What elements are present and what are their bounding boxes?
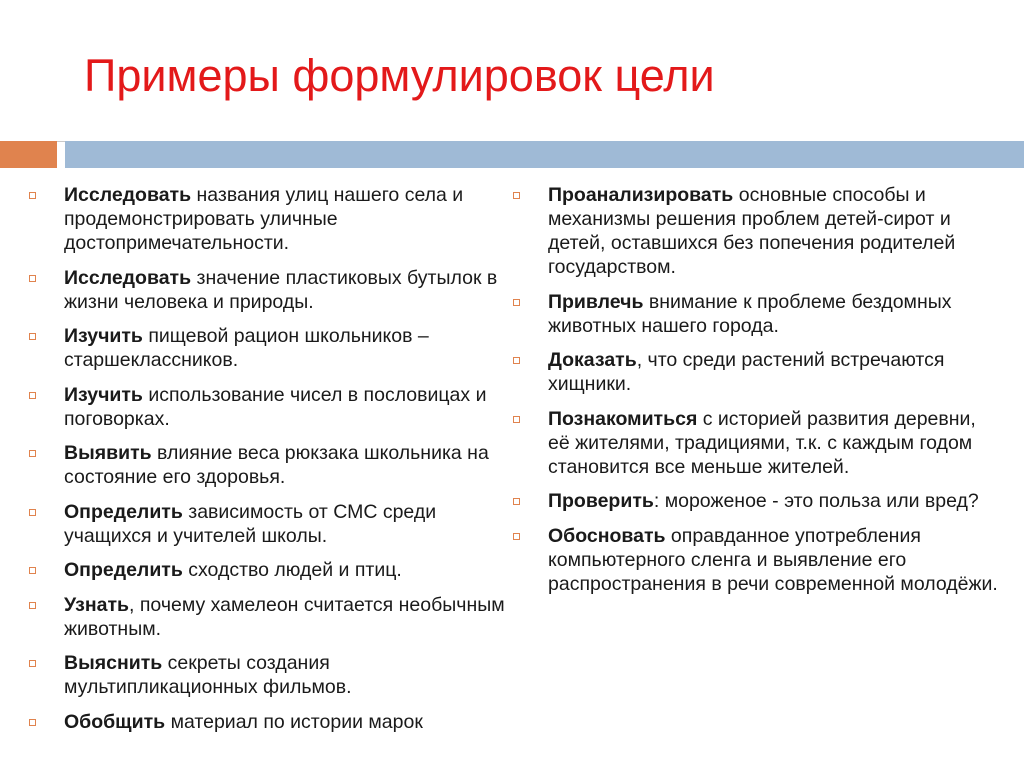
- square-bullet-icon: [29, 567, 36, 574]
- square-bullet-icon: [29, 275, 36, 282]
- goal-verb: Выявить: [64, 442, 152, 464]
- list-item: [28, 266, 513, 314]
- goal-text: влияние веса рюкзака школьника на состояние его здоровья.: [64, 442, 489, 488]
- square-bullet-icon: [29, 719, 36, 726]
- goal-verb: Обобщить: [64, 710, 166, 733]
- goal-text: : мороженое - это польза или вред?: [653, 490, 979, 512]
- goal-verb: Изучить: [64, 325, 143, 347]
- page-title: Примеры формулировок цели: [84, 50, 715, 101]
- goal-text: оправданное употребления компьютерного сленга и выявление его распространения в речи современной молодёжи.: [548, 524, 998, 595]
- goal-text: , что среди растений встречаются хищники.: [548, 349, 945, 395]
- accent-bar-blue: [65, 141, 1024, 168]
- goal-text: сходство людей и птиц.: [182, 559, 402, 581]
- square-bullet-icon: [513, 299, 520, 306]
- goal-text: пищевой рацион школьников – старшеклассников.: [64, 325, 429, 371]
- square-bullet-icon: [29, 450, 36, 457]
- square-bullet-icon: [29, 660, 36, 667]
- goal-verb: Проверить: [548, 490, 654, 512]
- goal-verb: Определить: [64, 559, 183, 581]
- goal-verb: Исследовать: [64, 184, 192, 206]
- square-bullet-icon: [29, 392, 36, 399]
- right-goal-list: [512, 183, 1002, 606]
- list-item: [512, 290, 1002, 338]
- list-item: [512, 183, 1002, 279]
- list-item: [28, 651, 513, 699]
- list-item: [28, 500, 513, 548]
- list-item: [512, 524, 1002, 596]
- goal-text: основные способы и механизмы решения проблем детей-сирот и детей, оставшихся без попечения родителей государством.: [548, 184, 956, 278]
- goal-verb: Определить: [64, 500, 183, 523]
- goal-text: значение пластиковых бутылок в жизни человека и природы.: [64, 266, 498, 313]
- square-bullet-icon: [513, 533, 520, 540]
- square-bullet-icon: [29, 192, 36, 199]
- goal-text: названия улиц нашего села и продемонстрировать уличные достопримечательности.: [64, 184, 464, 254]
- goal-verb: Обосновать: [548, 524, 666, 547]
- square-bullet-icon: [513, 192, 520, 199]
- left-goal-list: [28, 183, 513, 744]
- goal-verb: Познакомиться: [548, 407, 698, 430]
- goal-text: материал по истории марок: [165, 710, 423, 733]
- goal-verb: Узнать: [64, 593, 130, 616]
- square-bullet-icon: [513, 416, 520, 423]
- goal-text: зависимость от СМС среди учащихся и учителей школы.: [64, 500, 437, 547]
- square-bullet-icon: [513, 498, 520, 505]
- list-item: [28, 324, 513, 372]
- goal-verb: Изучить: [64, 383, 143, 406]
- list-item: [28, 710, 513, 734]
- list-item: [28, 593, 513, 641]
- goal-verb: Привлечь: [548, 290, 644, 313]
- goal-verb: Доказать: [548, 349, 637, 371]
- goal-verb: Исследовать: [64, 266, 192, 289]
- list-item: [28, 383, 513, 431]
- list-item: [512, 407, 1002, 479]
- list-item: [28, 441, 513, 489]
- goal-text: использование чисел в пословицах и поговорках.: [64, 383, 487, 430]
- goal-verb: Проанализировать: [548, 184, 734, 206]
- list-item: [512, 489, 1002, 513]
- square-bullet-icon: [29, 333, 36, 340]
- goal-verb: Выяснить: [64, 652, 163, 674]
- list-item: [512, 348, 1002, 396]
- square-bullet-icon: [513, 357, 520, 364]
- goal-text: секреты создания мультипликационных фильмов.: [64, 652, 352, 698]
- goal-text: внимание к проблеме бездомных животных нашего города.: [548, 290, 952, 337]
- goal-text: с историей развития деревни, её жителями, традициями, т.к. с каждым годом становится все меньше жителей.: [548, 407, 976, 478]
- list-item: [28, 183, 513, 255]
- goal-text: , почему хамелеон считается необычным животным.: [64, 593, 505, 640]
- square-bullet-icon: [29, 509, 36, 516]
- accent-bar-orange: [0, 141, 57, 168]
- list-item: [28, 558, 513, 582]
- square-bullet-icon: [29, 602, 36, 609]
